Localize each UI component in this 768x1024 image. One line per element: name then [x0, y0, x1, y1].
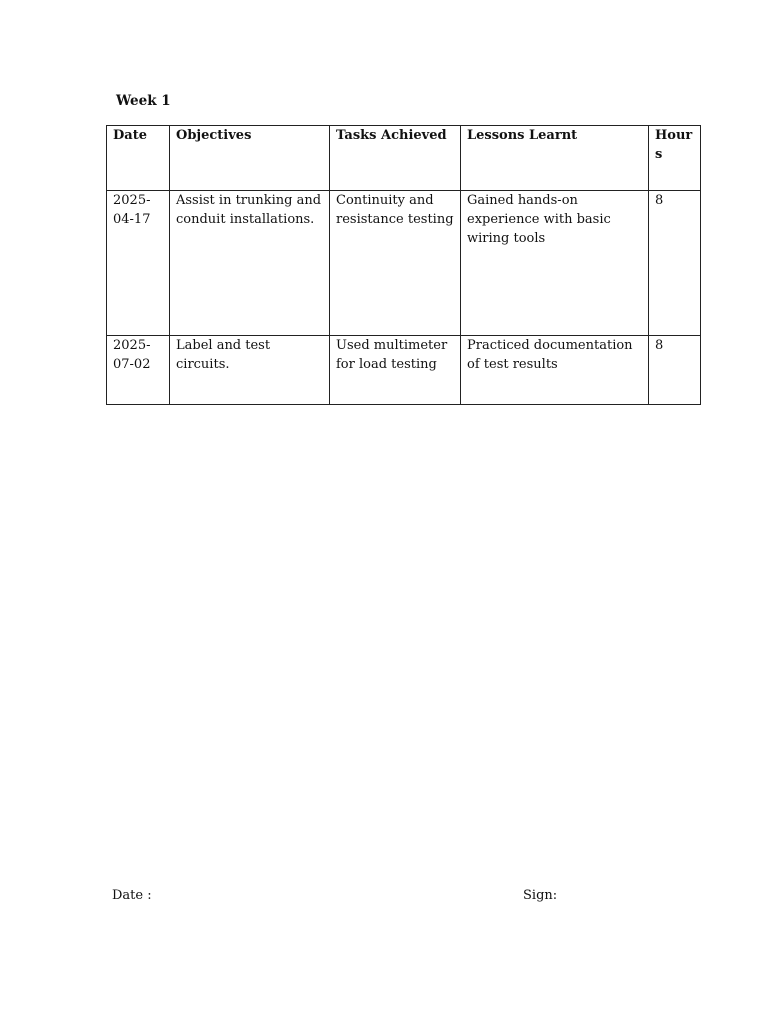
footer-sign-label: Sign:	[523, 888, 558, 903]
table-row	[107, 336, 701, 405]
cell-date: 2025-04-17	[107, 191, 170, 336]
cell-lessons: Gained hands-on experience with basic wiring tools	[461, 191, 649, 336]
header-objectives: Objectives	[170, 126, 330, 191]
weekly-log-table	[106, 125, 701, 405]
cell-date: 2025-07-02	[107, 336, 170, 405]
header-tasks-achieved: Tasks Achieved	[330, 126, 461, 191]
header-lessons-learnt: Lessons Learnt	[461, 126, 649, 191]
cell-hours: 8	[649, 336, 701, 405]
cell-objectives: Label and test circuits.	[170, 336, 330, 405]
cell-lessons: Practiced documentation of test results	[461, 336, 649, 405]
footer-date-label: Date :	[112, 888, 152, 903]
header-hours: Hours	[649, 126, 701, 191]
table-row	[107, 191, 701, 336]
header-date: Date	[107, 126, 170, 191]
cell-objectives: Assist in trunking and conduit installations.	[170, 191, 330, 336]
cell-tasks: Continuity and resistance testing	[330, 191, 461, 336]
cell-tasks: Used multimeter for load testing	[330, 336, 461, 405]
table-header-row	[107, 126, 701, 191]
week-title: Week 1	[116, 93, 171, 109]
cell-hours: 8	[649, 191, 701, 336]
